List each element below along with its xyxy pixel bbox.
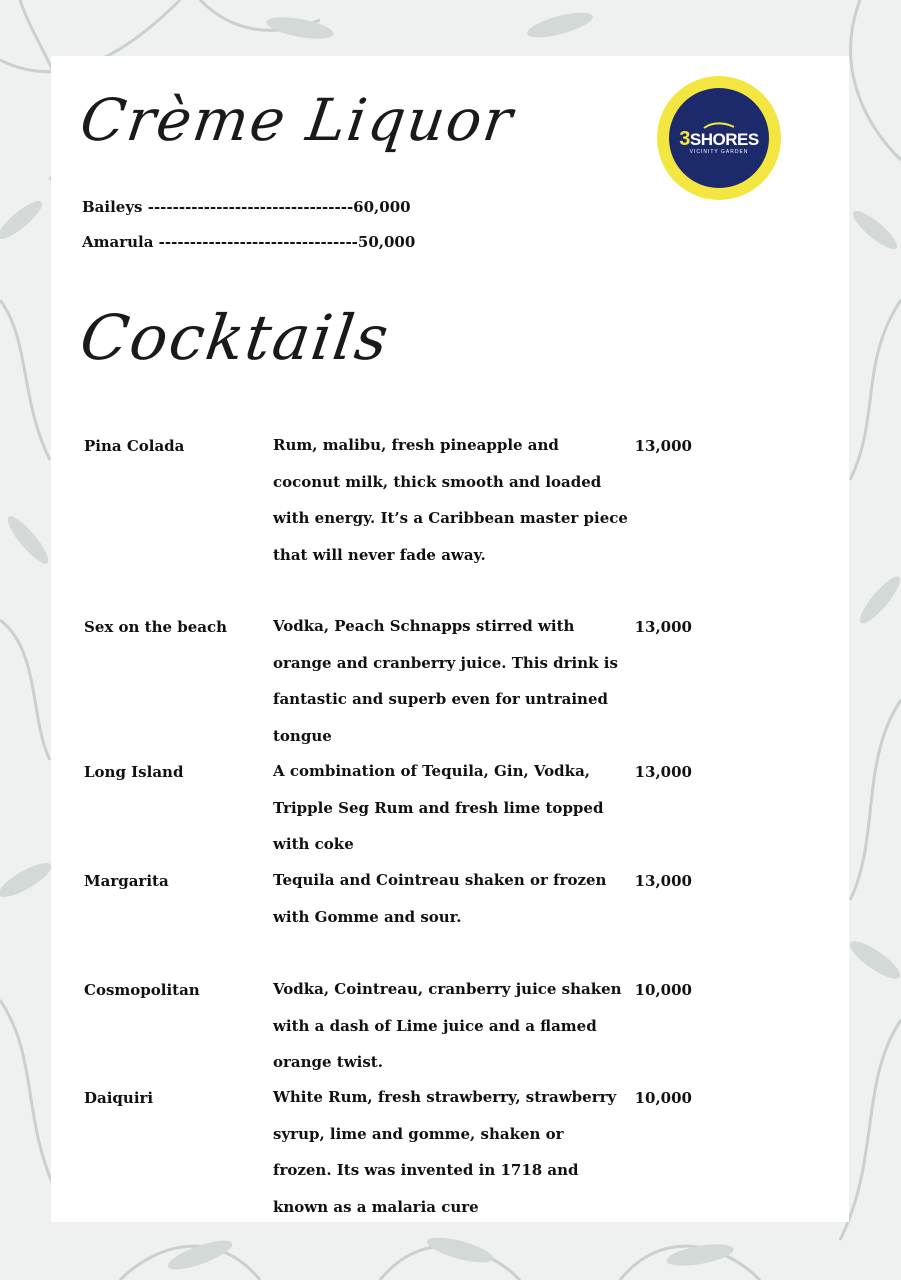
logo-name: SHORES [689,129,759,149]
cocktail-name: Cosmopolitan [84,981,200,999]
cocktail-description: A combination of Tequila, Gin, Vodka, Tripple Seg Rum and fresh lime topped with coke [273,762,604,853]
cocktail-price: 13,000 [634,618,692,636]
cocktail-name: Long Island [84,763,184,781]
cocktail-name: Daiquiri [84,1089,154,1107]
cocktail-price: 13,000 [634,437,692,455]
cocktail-name: Pina Colada [84,437,185,455]
cocktail-price: 13,000 [634,872,692,890]
logo-wordmark [679,127,759,150]
cocktail-description: Tequila and Cointreau shaken or frozen with Gomme and sour. [273,871,607,926]
cocktail-description: White Rum, fresh strawberry, strawberry syrup, lime and gomme, shaken or frozen. Its was invented in 1718 and known as a malaria cure [273,1088,617,1216]
liquor-item-amarula: Amarula --------------------------------50,000 [82,233,416,251]
cocktail-price: 13,000 [634,763,692,781]
shores-logo [657,76,781,200]
menu-page [51,56,849,1222]
cocktail-description: Vodka, Cointreau, cranberry juice shaken with a dash of Lime juice and a flamed orange twist. [273,980,622,1071]
logo-number: 3 [679,127,690,150]
cocktail-description: Rum, malibu, fresh pineapple and coconut milk, thick smooth and loaded with energy. It’s a Caribbean master piece that will never fade away. [273,436,628,564]
cocktail-description: Vodka, Peach Schnapps stirred with orange and cranberry juice. This drink is fantastic and superb even for untrained tongue [273,617,618,745]
creme-liquor-heading: Crème Liquor [76,86,519,154]
cocktail-name: Margarita [84,872,169,890]
logo-tagline: VICINITY GARDEN [689,148,749,155]
cocktail-price: 10,000 [634,981,692,999]
cocktails-heading: Cocktails [75,301,395,374]
logo-wave-icon [702,122,736,130]
cocktail-name: Sex on the beach [84,618,228,636]
liquor-item-baileys: Baileys ---------------------------------60,000 [82,198,411,216]
logo-badge [669,88,769,188]
cocktail-price: 10,000 [634,1089,692,1107]
